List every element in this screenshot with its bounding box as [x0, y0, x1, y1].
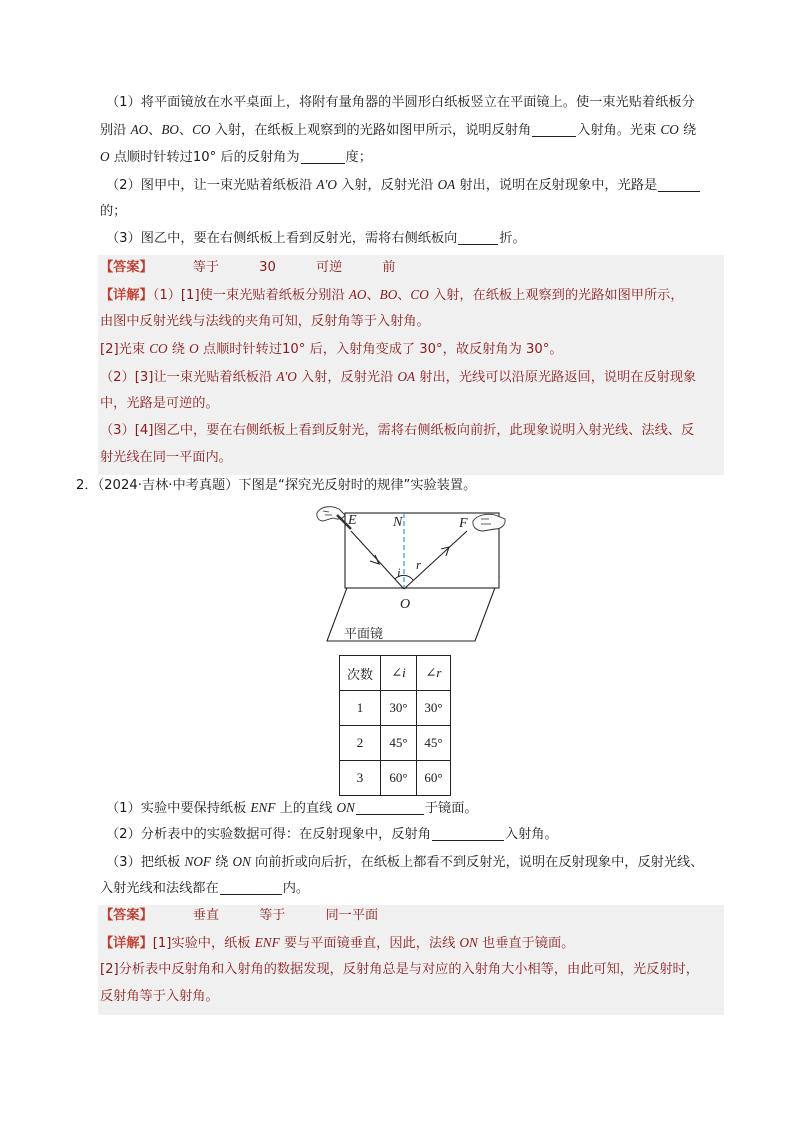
q2-part2-line: （2）分析表中的实验数据可得：在反射现象中，反射角 入射角。 — [106, 827, 558, 842]
q2-part3-line2: 入射光线和法线都在 内。 — [100, 881, 310, 896]
q1-answer-line: 【答案】 等于 30 可逆 前 — [100, 260, 396, 275]
answer-blank[interactable] — [301, 149, 345, 164]
table-row — [340, 761, 451, 796]
q1-detail-line6: （3）[4]图乙中，要在右侧纸板上看到反射光，需将右侧纸板向前折，此现象说明入射光线、法线、反 — [100, 423, 695, 438]
table-header-cell: ∠r — [417, 656, 451, 691]
q1-part2-line1: （2）图甲中，让一束光贴着纸板沿 A′O 入射，反射光沿 OA 射出，说明在反射现象中，光路是 — [106, 175, 701, 196]
table-cell: 60° — [417, 761, 451, 796]
table-cell: 3 — [340, 761, 381, 796]
label-i: i — [397, 565, 401, 580]
q2-detail-line3: 反射角等于入射角。 — [100, 989, 219, 1004]
q2-header: 2．（2024·吉林·中考真题）下图是“探究光反射时的规律”实验装置。 — [76, 478, 477, 493]
q1-detail-line3: [2]光束 CO 绕 O 点顺时针转过10° 后，入射角变成了 30°，故反射角为 30°。 — [100, 341, 563, 357]
angle-data-table — [339, 655, 451, 796]
q2-detail-line2: [2]分析表中反射角和入射角的数据发现，反射角总是与对应的入射角大小相等，由此可知，光反射时， — [100, 962, 699, 977]
reflection-experiment-figure — [315, 503, 507, 649]
mirror-label: 平面镜 — [344, 627, 384, 642]
q1-part3-line: （3）图乙中，要在右侧纸板上看到反射光，需将右侧纸板向 折。 — [106, 231, 526, 246]
table-header-cell: 次数 — [340, 656, 381, 691]
q2-part3-line1: （3）把纸板 NOF 绕 ON 向前折或向后折，在纸板上都看不到反射光，说明在反射现象中，反射光线、 — [106, 854, 704, 870]
q1-part1-line3: O 点顺时针转过10° 后的反射角为 度； — [100, 149, 372, 165]
q1-detail-line5: 中，光路是可逆的。 — [100, 396, 219, 411]
question-number: 2． — [76, 478, 98, 493]
table-header-cell: ∠i — [381, 656, 417, 691]
right-hand-icon — [473, 514, 505, 531]
label-n: N — [393, 515, 403, 530]
q1-detail-line2: 由图中反射光线与法线的夹角可知，反射角等于入射角。 — [100, 314, 430, 329]
answer-blank[interactable] — [458, 230, 498, 245]
table-cell: 30° — [417, 691, 451, 726]
q1-detail-line1: 【详解】（1）[1]使一束光贴着纸板分别沿 AO、BO、CO 入射，在纸板上观察到的光路如图甲所示， — [100, 287, 684, 303]
q2-part1-line: （1）实验中要保持纸板 ENF 上的直线 ON 于镜面。 — [106, 800, 478, 816]
q2-answer-line: 【答案】 垂直 等于 同一平面 — [100, 908, 379, 923]
answer-blank[interactable] — [432, 826, 504, 841]
table-cell: 60° — [381, 761, 417, 796]
label-f: F — [459, 516, 468, 531]
table-cell: 30° — [381, 691, 417, 726]
q2-detail-line1: 【详解】[1]实验中，纸板 ENF 要与平面镜垂直，因此，法线 ON 也垂直于镜面。 — [100, 935, 575, 951]
q1-part1-line2: 别沿 AO、BO、CO 入射，在纸板上观察到的光路如图甲所示，说明反射角 入射角。光束 CO 绕 — [100, 122, 697, 138]
answer-blank[interactable] — [220, 880, 282, 895]
table-cell: 45° — [381, 726, 417, 761]
answer-blank[interactable] — [356, 800, 424, 815]
label-o: O — [400, 597, 411, 612]
q1-part2-line2: 的； — [100, 204, 127, 219]
label-e: E — [348, 513, 357, 528]
q1-detail-line7: 射光线在同一平面内。 — [100, 450, 232, 465]
answer-blank[interactable] — [658, 177, 700, 192]
table-cell: 45° — [417, 726, 451, 761]
table-header-row — [340, 656, 451, 691]
table-row — [340, 691, 451, 726]
label-r: r — [416, 557, 422, 572]
table-cell: 2 — [340, 726, 381, 761]
table-cell: 1 — [340, 691, 381, 726]
q1-detail-line4: （2）[3]让一束光贴着纸板沿 A′O 入射，反射光沿 OA 射出，光线可以沿原光路返回，说明在反射现象 — [100, 369, 697, 385]
answer-blank[interactable] — [532, 122, 576, 137]
q1-part1-line1: （1）将平面镜放在水平桌面上，将附有量角器的半圆形白纸板竖立在平面镜上。使一束光贴着纸板分 — [106, 95, 695, 110]
table-row — [340, 726, 451, 761]
